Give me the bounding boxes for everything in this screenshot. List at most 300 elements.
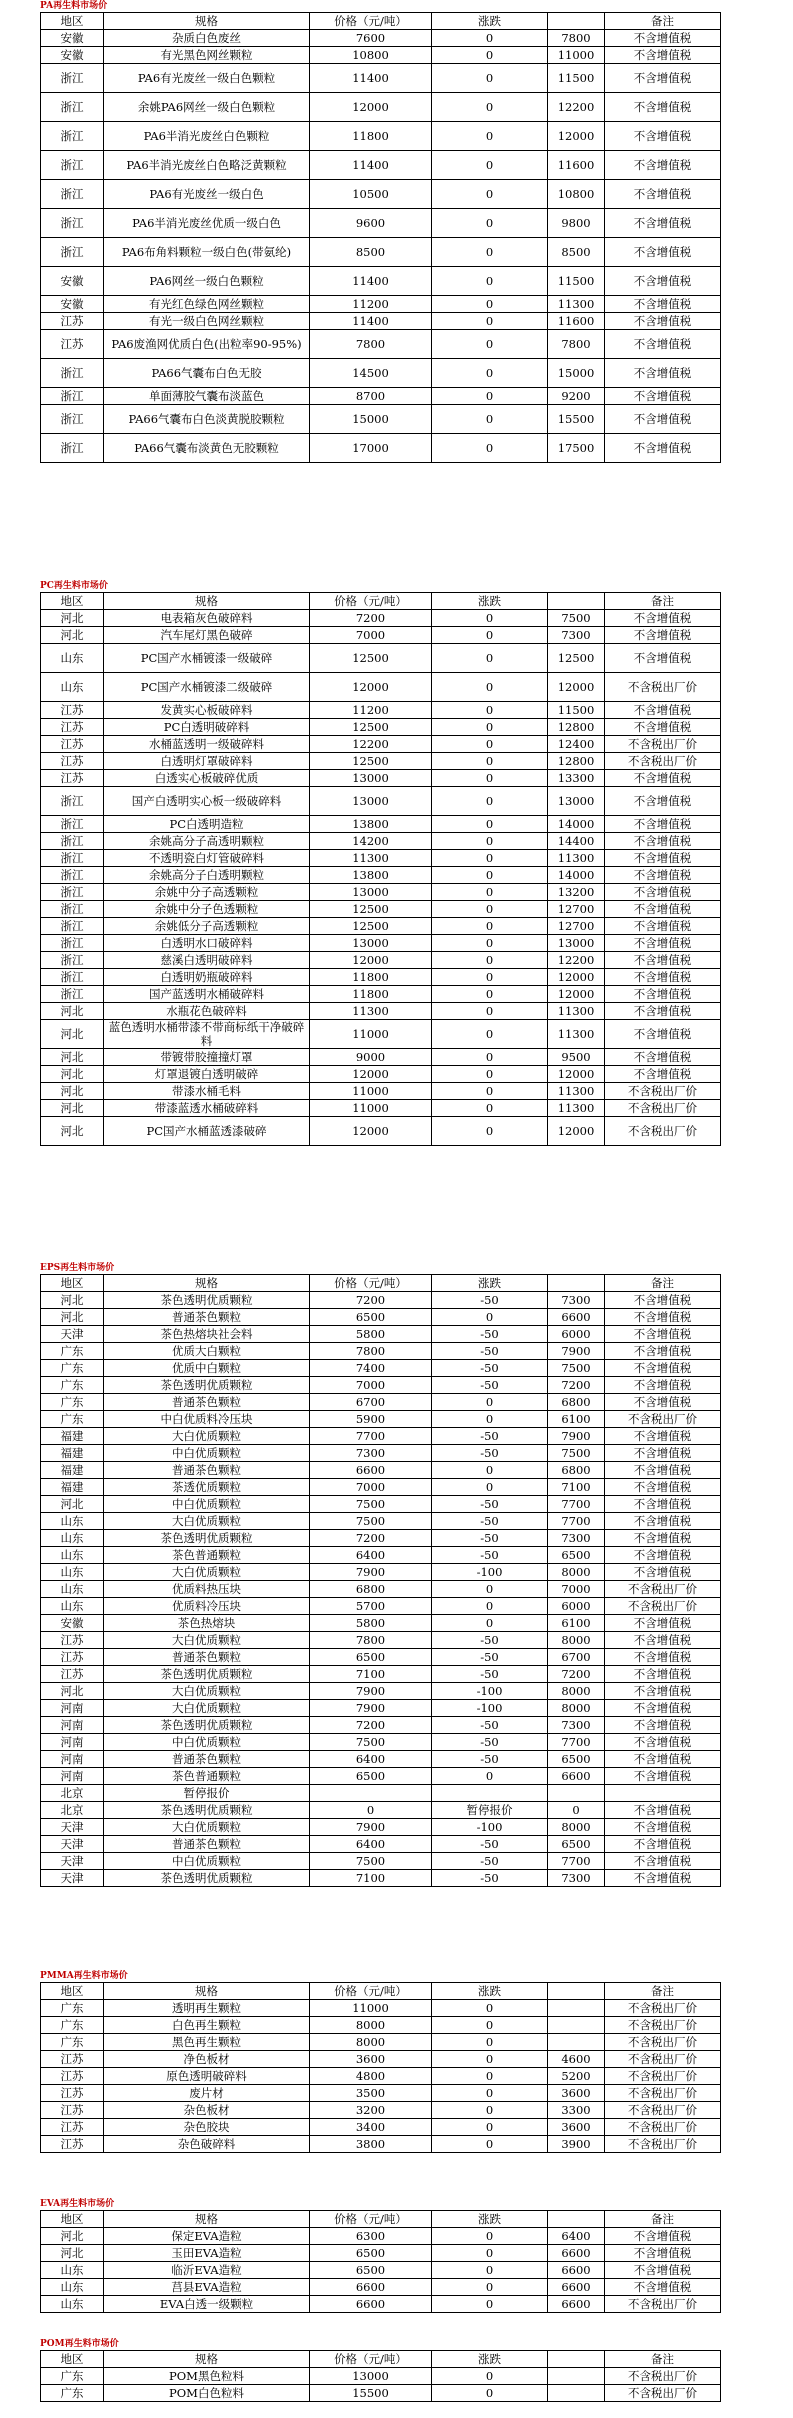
change-cell: 0 — [432, 1598, 548, 1615]
remark-cell: 不含增值税 — [605, 901, 721, 918]
region-cell: 浙江 — [41, 969, 104, 986]
price-cell: 12000 — [310, 952, 432, 969]
change-cell: -50 — [432, 1649, 548, 1666]
price-cell: 11800 — [310, 122, 432, 151]
spec-cell: 暂停报价 — [104, 1785, 310, 1802]
price-high-cell: 11000 — [548, 47, 605, 64]
region-cell: 浙江 — [41, 434, 104, 463]
price-cell: 14200 — [310, 833, 432, 850]
column-header — [548, 593, 605, 610]
price-high-cell: 8000 — [548, 1564, 605, 1581]
price-high-cell: 6600 — [548, 2245, 605, 2262]
spec-cell: 有光一级白色网丝颗粒 — [104, 313, 310, 330]
price-cell: 6600 — [310, 2296, 432, 2313]
price-high-cell: 11300 — [548, 1020, 605, 1049]
region-cell: 河北 — [41, 2228, 104, 2245]
spec-cell: 废片材 — [104, 2085, 310, 2102]
price-high-cell: 3300 — [548, 2102, 605, 2119]
change-cell: 0 — [432, 1117, 548, 1146]
change-cell: -50 — [432, 1547, 548, 1564]
region-cell: 山东 — [41, 1547, 104, 1564]
change-cell: 0 — [432, 2228, 548, 2245]
table-row — [41, 2119, 721, 2136]
remark-cell: 不含增值税 — [605, 1003, 721, 1020]
column-header: 价格（元/吨） — [310, 1275, 432, 1292]
change-cell: 0 — [432, 2368, 548, 2385]
change-cell: 0 — [432, 388, 548, 405]
remark-cell: 不含增值税 — [605, 30, 721, 47]
change-cell: 0 — [432, 770, 548, 787]
table-row — [41, 209, 721, 238]
remark-cell: 不含增值税 — [605, 2262, 721, 2279]
price-high-cell: 15000 — [548, 359, 605, 388]
change-cell: 0 — [432, 2245, 548, 2262]
table-row — [41, 1802, 721, 1819]
remark-cell: 不含增值税 — [605, 1853, 721, 1870]
change-cell: 0 — [432, 47, 548, 64]
column-header — [548, 1275, 605, 1292]
change-cell: 0 — [432, 702, 548, 719]
table-row — [41, 610, 721, 627]
region-cell: 江苏 — [41, 1649, 104, 1666]
price-high-cell: 12000 — [548, 1066, 605, 1083]
price-high-cell: 12400 — [548, 736, 605, 753]
change-cell: 0 — [432, 359, 548, 388]
table-row — [41, 1700, 721, 1717]
price-high-cell: 13200 — [548, 884, 605, 901]
remark-cell: 不含增值税 — [605, 1360, 721, 1377]
remark-cell: 不含增值税 — [605, 644, 721, 673]
eps-price-table — [40, 1274, 721, 1887]
change-cell: 0 — [432, 2068, 548, 2085]
price-high-cell: 11300 — [548, 850, 605, 867]
price-cell: 4800 — [310, 2068, 432, 2085]
price-cell: 3800 — [310, 2136, 432, 2153]
price-cell: 7800 — [310, 1632, 432, 1649]
spec-cell: 余姚中分子高透颗粒 — [104, 884, 310, 901]
change-cell: 0 — [432, 434, 548, 463]
region-cell: 天津 — [41, 1836, 104, 1853]
spec-cell: 杂色胶块 — [104, 2119, 310, 2136]
remark-cell: 不含增值税 — [605, 359, 721, 388]
table-row — [41, 833, 721, 850]
table-row — [41, 267, 721, 296]
table-row — [41, 2262, 721, 2279]
column-header: 规格 — [104, 13, 310, 30]
price-cell: 13000 — [310, 884, 432, 901]
remark-cell: 不含增值税 — [605, 2245, 721, 2262]
region-cell: 河北 — [41, 1003, 104, 1020]
price-cell: 7200 — [310, 1292, 432, 1309]
region-cell: 福建 — [41, 1445, 104, 1462]
price-cell: 9000 — [310, 1049, 432, 1066]
region-cell: 浙江 — [41, 986, 104, 1003]
price-high-cell: 8000 — [548, 1632, 605, 1649]
region-cell: 浙江 — [41, 816, 104, 833]
change-cell: -100 — [432, 1819, 548, 1836]
region-cell: 天津 — [41, 1326, 104, 1343]
spec-cell: 有光黑色网丝颗粒 — [104, 47, 310, 64]
region-cell: 河北 — [41, 1683, 104, 1700]
remark-cell: 不含增值税 — [605, 884, 721, 901]
remark-cell: 不含税出厂价 — [605, 1117, 721, 1146]
remark-cell: 不含增值税 — [605, 1836, 721, 1853]
price-cell: 13000 — [310, 935, 432, 952]
price-high-cell: 6700 — [548, 1649, 605, 1666]
change-cell: 0 — [432, 2000, 548, 2017]
price-cell: 7200 — [310, 610, 432, 627]
spec-cell: 普通茶色颗粒 — [104, 1309, 310, 1326]
change-cell — [432, 1785, 548, 1802]
remark-cell: 不含增值税 — [605, 238, 721, 267]
price-cell: 8500 — [310, 238, 432, 267]
price-high-cell: 14000 — [548, 816, 605, 833]
remark-cell: 不含增值税 — [605, 1309, 721, 1326]
table-row — [41, 1598, 721, 1615]
price-high-cell: 11500 — [548, 64, 605, 93]
table-row — [41, 1462, 721, 1479]
region-cell: 浙江 — [41, 93, 104, 122]
price-high-cell: 6500 — [548, 1547, 605, 1564]
remark-cell: 不含增值税 — [605, 719, 721, 736]
price-cell: 7000 — [310, 1479, 432, 1496]
remark-cell: 不含增值税 — [605, 952, 721, 969]
remark-cell: 不含增值税 — [605, 1428, 721, 1445]
spec-cell: 白透实心板破碎优质 — [104, 770, 310, 787]
price-high-cell: 7700 — [548, 1734, 605, 1751]
table-row — [41, 702, 721, 719]
region-cell: 河北 — [41, 1083, 104, 1100]
spec-cell: 发黄实心板破碎料 — [104, 702, 310, 719]
region-cell: 河北 — [41, 1100, 104, 1117]
price-cell: 12000 — [310, 1066, 432, 1083]
change-cell: -50 — [432, 1343, 548, 1360]
table-header-row — [41, 2211, 721, 2228]
price-high-cell: 11600 — [548, 151, 605, 180]
table-row — [41, 359, 721, 388]
table-row — [41, 1066, 721, 1083]
price-high-cell: 9800 — [548, 209, 605, 238]
column-header: 涨跌 — [432, 2351, 548, 2368]
change-cell: 0 — [432, 952, 548, 969]
table-header-row — [41, 13, 721, 30]
price-cell: 11000 — [310, 1083, 432, 1100]
price-high-cell: 12000 — [548, 969, 605, 986]
remark-cell: 不含增值税 — [605, 64, 721, 93]
spec-cell: 带漆蓝透水桶破碎料 — [104, 1100, 310, 1117]
change-cell: 0 — [432, 2085, 548, 2102]
region-cell: 河北 — [41, 1309, 104, 1326]
remark-cell: 不含增值税 — [605, 122, 721, 151]
change-cell: 暂停报价 — [432, 1802, 548, 1819]
price-high-cell: 8500 — [548, 238, 605, 267]
price-cell: 7100 — [310, 1870, 432, 1887]
table-row — [41, 1853, 721, 1870]
price-cell: 0 — [310, 1802, 432, 1819]
spec-cell: 白透明水口破碎料 — [104, 935, 310, 952]
spec-cell: 余姚高分子白透明颗粒 — [104, 867, 310, 884]
region-cell: 江苏 — [41, 2085, 104, 2102]
spec-cell: 净色板材 — [104, 2051, 310, 2068]
price-high-cell: 7300 — [548, 1870, 605, 1887]
price-high-cell — [548, 2385, 605, 2402]
price-high-cell: 12200 — [548, 93, 605, 122]
price-high-cell — [548, 2000, 605, 2017]
table-row — [41, 2017, 721, 2034]
spec-cell: 中白优质颗粒 — [104, 1445, 310, 1462]
price-high-cell: 7700 — [548, 1496, 605, 1513]
price-cell: 12000 — [310, 1117, 432, 1146]
change-cell: 0 — [432, 1066, 548, 1083]
price-high-cell: 13300 — [548, 770, 605, 787]
spec-cell: 保定EVA造粒 — [104, 2228, 310, 2245]
region-cell: 山东 — [41, 1581, 104, 1598]
table-row — [41, 1496, 721, 1513]
price-high-cell: 6800 — [548, 1462, 605, 1479]
change-cell: 0 — [432, 627, 548, 644]
spec-cell: 优质料热压块 — [104, 1581, 310, 1598]
remark-cell: 不含税出厂价 — [605, 2017, 721, 2034]
eva-section-title: EVA再生料市场价 — [40, 2199, 115, 2209]
price-high-cell: 11300 — [548, 296, 605, 313]
table-row — [41, 1100, 721, 1117]
change-cell: 0 — [432, 64, 548, 93]
price-cell: 8700 — [310, 388, 432, 405]
price-cell: 12200 — [310, 736, 432, 753]
change-cell: 0 — [432, 787, 548, 816]
region-cell: 浙江 — [41, 833, 104, 850]
table-row — [41, 753, 721, 770]
table-row — [41, 388, 721, 405]
column-header: 地区 — [41, 2351, 104, 2368]
spec-cell: PA6有光废丝一级白色 — [104, 180, 310, 209]
price-cell: 12500 — [310, 753, 432, 770]
table-row — [41, 64, 721, 93]
change-cell: -100 — [432, 1564, 548, 1581]
region-cell: 河北 — [41, 1066, 104, 1083]
spec-cell: 大白优质颗粒 — [104, 1564, 310, 1581]
remark-cell: 不含增值税 — [605, 787, 721, 816]
table-row — [41, 2385, 721, 2402]
price-high-cell: 12000 — [548, 122, 605, 151]
remark-cell: 不含增值税 — [605, 1700, 721, 1717]
table-row — [41, 986, 721, 1003]
remark-cell: 不含增值税 — [605, 1734, 721, 1751]
price-high-cell: 7300 — [548, 627, 605, 644]
remark-cell: 不含增值税 — [605, 1802, 721, 1819]
price-high-cell — [548, 2368, 605, 2385]
change-cell: -50 — [432, 1717, 548, 1734]
table-row — [41, 296, 721, 313]
region-cell: 江苏 — [41, 1666, 104, 1683]
column-header: 规格 — [104, 593, 310, 610]
spec-cell: 大白优质颗粒 — [104, 1700, 310, 1717]
remark-cell: 不含增值税 — [605, 1394, 721, 1411]
region-cell: 安徽 — [41, 267, 104, 296]
region-cell: 浙江 — [41, 884, 104, 901]
spec-cell: 余姚低分子高透颗粒 — [104, 918, 310, 935]
change-cell: -100 — [432, 1700, 548, 1717]
change-cell: 0 — [432, 30, 548, 47]
remark-cell — [605, 1785, 721, 1802]
region-cell: 河南 — [41, 1768, 104, 1785]
spec-cell: 白色再生颗粒 — [104, 2017, 310, 2034]
change-cell: -50 — [432, 1632, 548, 1649]
remark-cell: 不含税出厂价 — [605, 2136, 721, 2153]
price-high-cell: 6500 — [548, 1836, 605, 1853]
column-header: 价格（元/吨） — [310, 593, 432, 610]
spec-cell: POM白色粒料 — [104, 2385, 310, 2402]
remark-cell: 不含增值税 — [605, 1615, 721, 1632]
price-high-cell: 12500 — [548, 644, 605, 673]
region-cell: 河南 — [41, 1700, 104, 1717]
price-cell: 14500 — [310, 359, 432, 388]
price-cell: 7900 — [310, 1683, 432, 1700]
price-high-cell: 8000 — [548, 1700, 605, 1717]
region-cell: 河北 — [41, 1496, 104, 1513]
price-high-cell: 7700 — [548, 1853, 605, 1870]
region-cell: 天津 — [41, 1819, 104, 1836]
remark-cell: 不含增值税 — [605, 770, 721, 787]
price-cell: 12500 — [310, 918, 432, 935]
column-header: 规格 — [104, 1983, 310, 2000]
region-cell: 浙江 — [41, 935, 104, 952]
price-high-cell: 9200 — [548, 388, 605, 405]
price-high-cell: 6100 — [548, 1411, 605, 1428]
change-cell: 0 — [432, 1020, 548, 1049]
change-cell: 0 — [432, 673, 548, 702]
remark-cell: 不含增值税 — [605, 1479, 721, 1496]
pa-section — [40, 0, 720, 463]
remark-cell: 不含增值税 — [605, 296, 721, 313]
price-cell: 15000 — [310, 405, 432, 434]
region-cell: 广东 — [41, 1411, 104, 1428]
spec-cell: 电表箱灰色破碎料 — [104, 610, 310, 627]
change-cell: -50 — [432, 1751, 548, 1768]
table-row — [41, 901, 721, 918]
change-cell: 0 — [432, 816, 548, 833]
spec-cell: 茶透优质颗粒 — [104, 1479, 310, 1496]
column-header: 价格（元/吨） — [310, 1983, 432, 2000]
table-row — [41, 736, 721, 753]
change-cell: 0 — [432, 2119, 548, 2136]
pa-price-table — [40, 12, 721, 463]
table-row — [41, 1377, 721, 1394]
change-cell: 0 — [432, 2262, 548, 2279]
price-high-cell: 6600 — [548, 1309, 605, 1326]
price-high-cell: 10800 — [548, 180, 605, 209]
remark-cell: 不含增值税 — [605, 1666, 721, 1683]
spec-cell: 带漆水桶毛料 — [104, 1083, 310, 1100]
change-cell: 0 — [432, 1768, 548, 1785]
change-cell: 0 — [432, 2385, 548, 2402]
table-row — [41, 1479, 721, 1496]
change-cell: 0 — [432, 238, 548, 267]
region-cell: 北京 — [41, 1802, 104, 1819]
spec-cell: 大白优质颗粒 — [104, 1632, 310, 1649]
price-cell: 6400 — [310, 1547, 432, 1564]
spec-cell: 普通茶色颗粒 — [104, 1462, 310, 1479]
column-header — [548, 2351, 605, 2368]
spec-cell: 玉田EVA造粒 — [104, 2245, 310, 2262]
table-row — [41, 2068, 721, 2085]
column-header: 备注 — [605, 1275, 721, 1292]
change-cell: 0 — [432, 405, 548, 434]
pmma-section — [40, 1970, 720, 2153]
price-cell: 11300 — [310, 850, 432, 867]
spec-cell: 蓝色透明水桶带漆不带商标纸干净破碎料 — [104, 1020, 310, 1049]
price-cell: 3200 — [310, 2102, 432, 2119]
change-cell: -50 — [432, 1530, 548, 1547]
change-cell: 0 — [432, 1394, 548, 1411]
price-high-cell: 4600 — [548, 2051, 605, 2068]
table-row — [41, 918, 721, 935]
remark-cell: 不含增值税 — [605, 969, 721, 986]
table-row — [41, 180, 721, 209]
price-high-cell: 11300 — [548, 1083, 605, 1100]
column-header: 地区 — [41, 593, 104, 610]
price-high-cell: 11500 — [548, 267, 605, 296]
table-row — [41, 122, 721, 151]
change-cell: 0 — [432, 180, 548, 209]
spec-cell: 带镀带胶撞撞灯罩 — [104, 1049, 310, 1066]
remark-cell: 不含增值税 — [605, 1377, 721, 1394]
spec-cell: 有光红色绿色网丝颗粒 — [104, 296, 310, 313]
region-cell: 江苏 — [41, 702, 104, 719]
change-cell: 0 — [432, 122, 548, 151]
remark-cell: 不含增值税 — [605, 405, 721, 434]
price-high-cell: 7800 — [548, 330, 605, 359]
price-cell: 7500 — [310, 1513, 432, 1530]
change-cell: 0 — [432, 93, 548, 122]
table-row — [41, 816, 721, 833]
price-cell: 8000 — [310, 2034, 432, 2051]
column-header — [548, 13, 605, 30]
price-cell: 7400 — [310, 1360, 432, 1377]
price-high-cell: 11500 — [548, 702, 605, 719]
remark-cell: 不含增值税 — [605, 867, 721, 884]
price-high-cell: 7800 — [548, 30, 605, 47]
region-cell: 江苏 — [41, 2102, 104, 2119]
change-cell: -50 — [432, 1377, 548, 1394]
table-row — [41, 2279, 721, 2296]
change-cell: 0 — [432, 901, 548, 918]
price-cell: 11000 — [310, 1100, 432, 1117]
price-high-cell: 0 — [548, 1802, 605, 1819]
region-cell: 浙江 — [41, 850, 104, 867]
price-high-cell: 15500 — [548, 405, 605, 434]
price-high-cell: 8000 — [548, 1819, 605, 1836]
price-high-cell: 11300 — [548, 1003, 605, 1020]
table-row — [41, 1870, 721, 1887]
price-high-cell: 14000 — [548, 867, 605, 884]
change-cell: -50 — [432, 1326, 548, 1343]
table-row — [41, 719, 721, 736]
spec-cell: 杂色板材 — [104, 2102, 310, 2119]
region-cell: 浙江 — [41, 867, 104, 884]
table-row — [41, 2228, 721, 2245]
price-cell: 6700 — [310, 1394, 432, 1411]
column-header: 价格（元/吨） — [310, 2351, 432, 2368]
remark-cell: 不含税出厂价 — [605, 2000, 721, 2017]
remark-cell: 不含增值税 — [605, 1020, 721, 1049]
change-cell: 0 — [432, 313, 548, 330]
column-header: 地区 — [41, 13, 104, 30]
table-row — [41, 935, 721, 952]
remark-cell: 不含税出厂价 — [605, 1083, 721, 1100]
spec-cell: 原色透明破碎料 — [104, 2068, 310, 2085]
remark-cell: 不含增值税 — [605, 1343, 721, 1360]
